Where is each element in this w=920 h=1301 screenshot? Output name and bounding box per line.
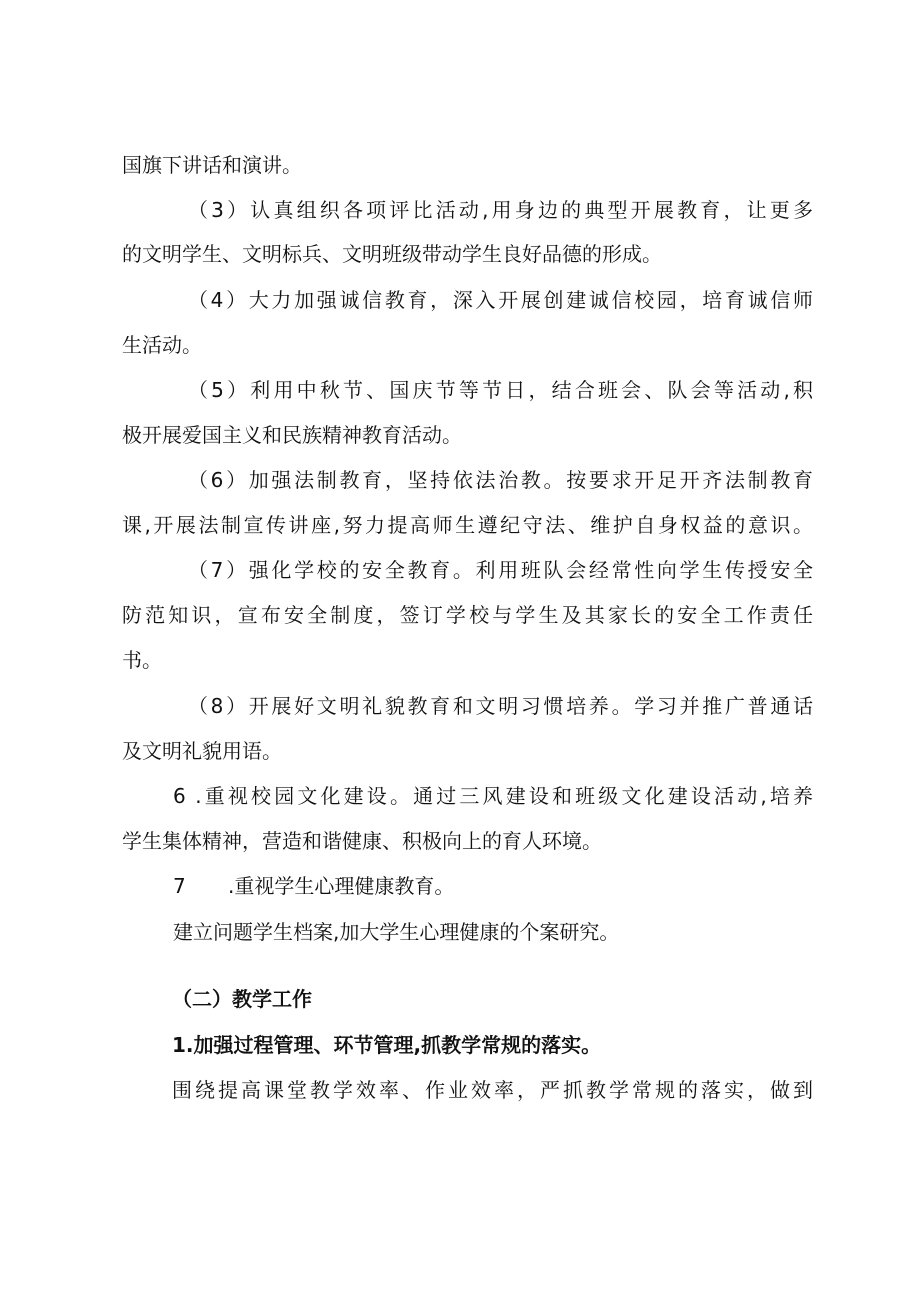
subsection-heading: 1.加强过程管理、环节管理,抓教学常规的落实。	[172, 1033, 602, 1057]
paragraph-line: （7）强化学校的安全教育。利用班队会经常性向学生传授安全	[188, 558, 813, 582]
paragraph-line: 学生集体精神，营造和谐健康、积极向上的育人环境。	[122, 829, 602, 853]
paragraph-line: 极开展爱国主义和民族精神教育活动。	[122, 423, 462, 447]
paragraph-line: 防范知识，宣布安全制度，签订学校与学生及其家长的安全工作责任	[122, 603, 813, 627]
paragraph-line: （3）认真组织各项评比活动,用身边的典型开展教育，让更多	[188, 198, 813, 222]
paragraph-line: 生活动。	[122, 333, 202, 357]
paragraph-line: 的文明学生、文明标兵、文明班级带动学生良好品德的形成。	[122, 242, 662, 266]
paragraph-line: （6）加强法制教育，坚持依法治教。按要求开足开齐法制教育	[188, 468, 813, 492]
list-number: 7	[173, 874, 186, 898]
paragraph-line: （8）开展好文明礼貌教育和文明习惯培养。学习并推广普通话	[188, 694, 813, 718]
paragraph-line: （4）大力加强诚信教育，深入开展创建诚信校园，培育诚信师	[188, 288, 813, 312]
section-heading: （二）教学工作	[172, 987, 312, 1011]
paragraph-line: 及文明礼貌用语。	[122, 739, 282, 763]
paragraph-line: 书。	[122, 648, 162, 672]
paragraph-line: 围绕提高课堂教学效率、作业效率，严抓教学常规的落实，做到	[172, 1078, 813, 1102]
paragraph-line: （5）利用中秋节、国庆节等节日，结合班会、队会等活动,积	[188, 378, 813, 402]
paragraph-line: 课,开展法制宣传讲座,努力提高师生遵纪守法、维护自身权益的意识。	[122, 513, 813, 537]
paragraph-line: .重视学生心理健康教育。	[228, 874, 455, 898]
paragraph-line: 建立问题学生档案,加大学生心理健康的个案研究。	[173, 920, 620, 944]
paragraph-line: 国旗下讲话和演讲。	[122, 153, 302, 177]
paragraph-line: 6 .重视校园文化建设。通过三风建设和班级文化建设活动,培养	[173, 784, 813, 808]
